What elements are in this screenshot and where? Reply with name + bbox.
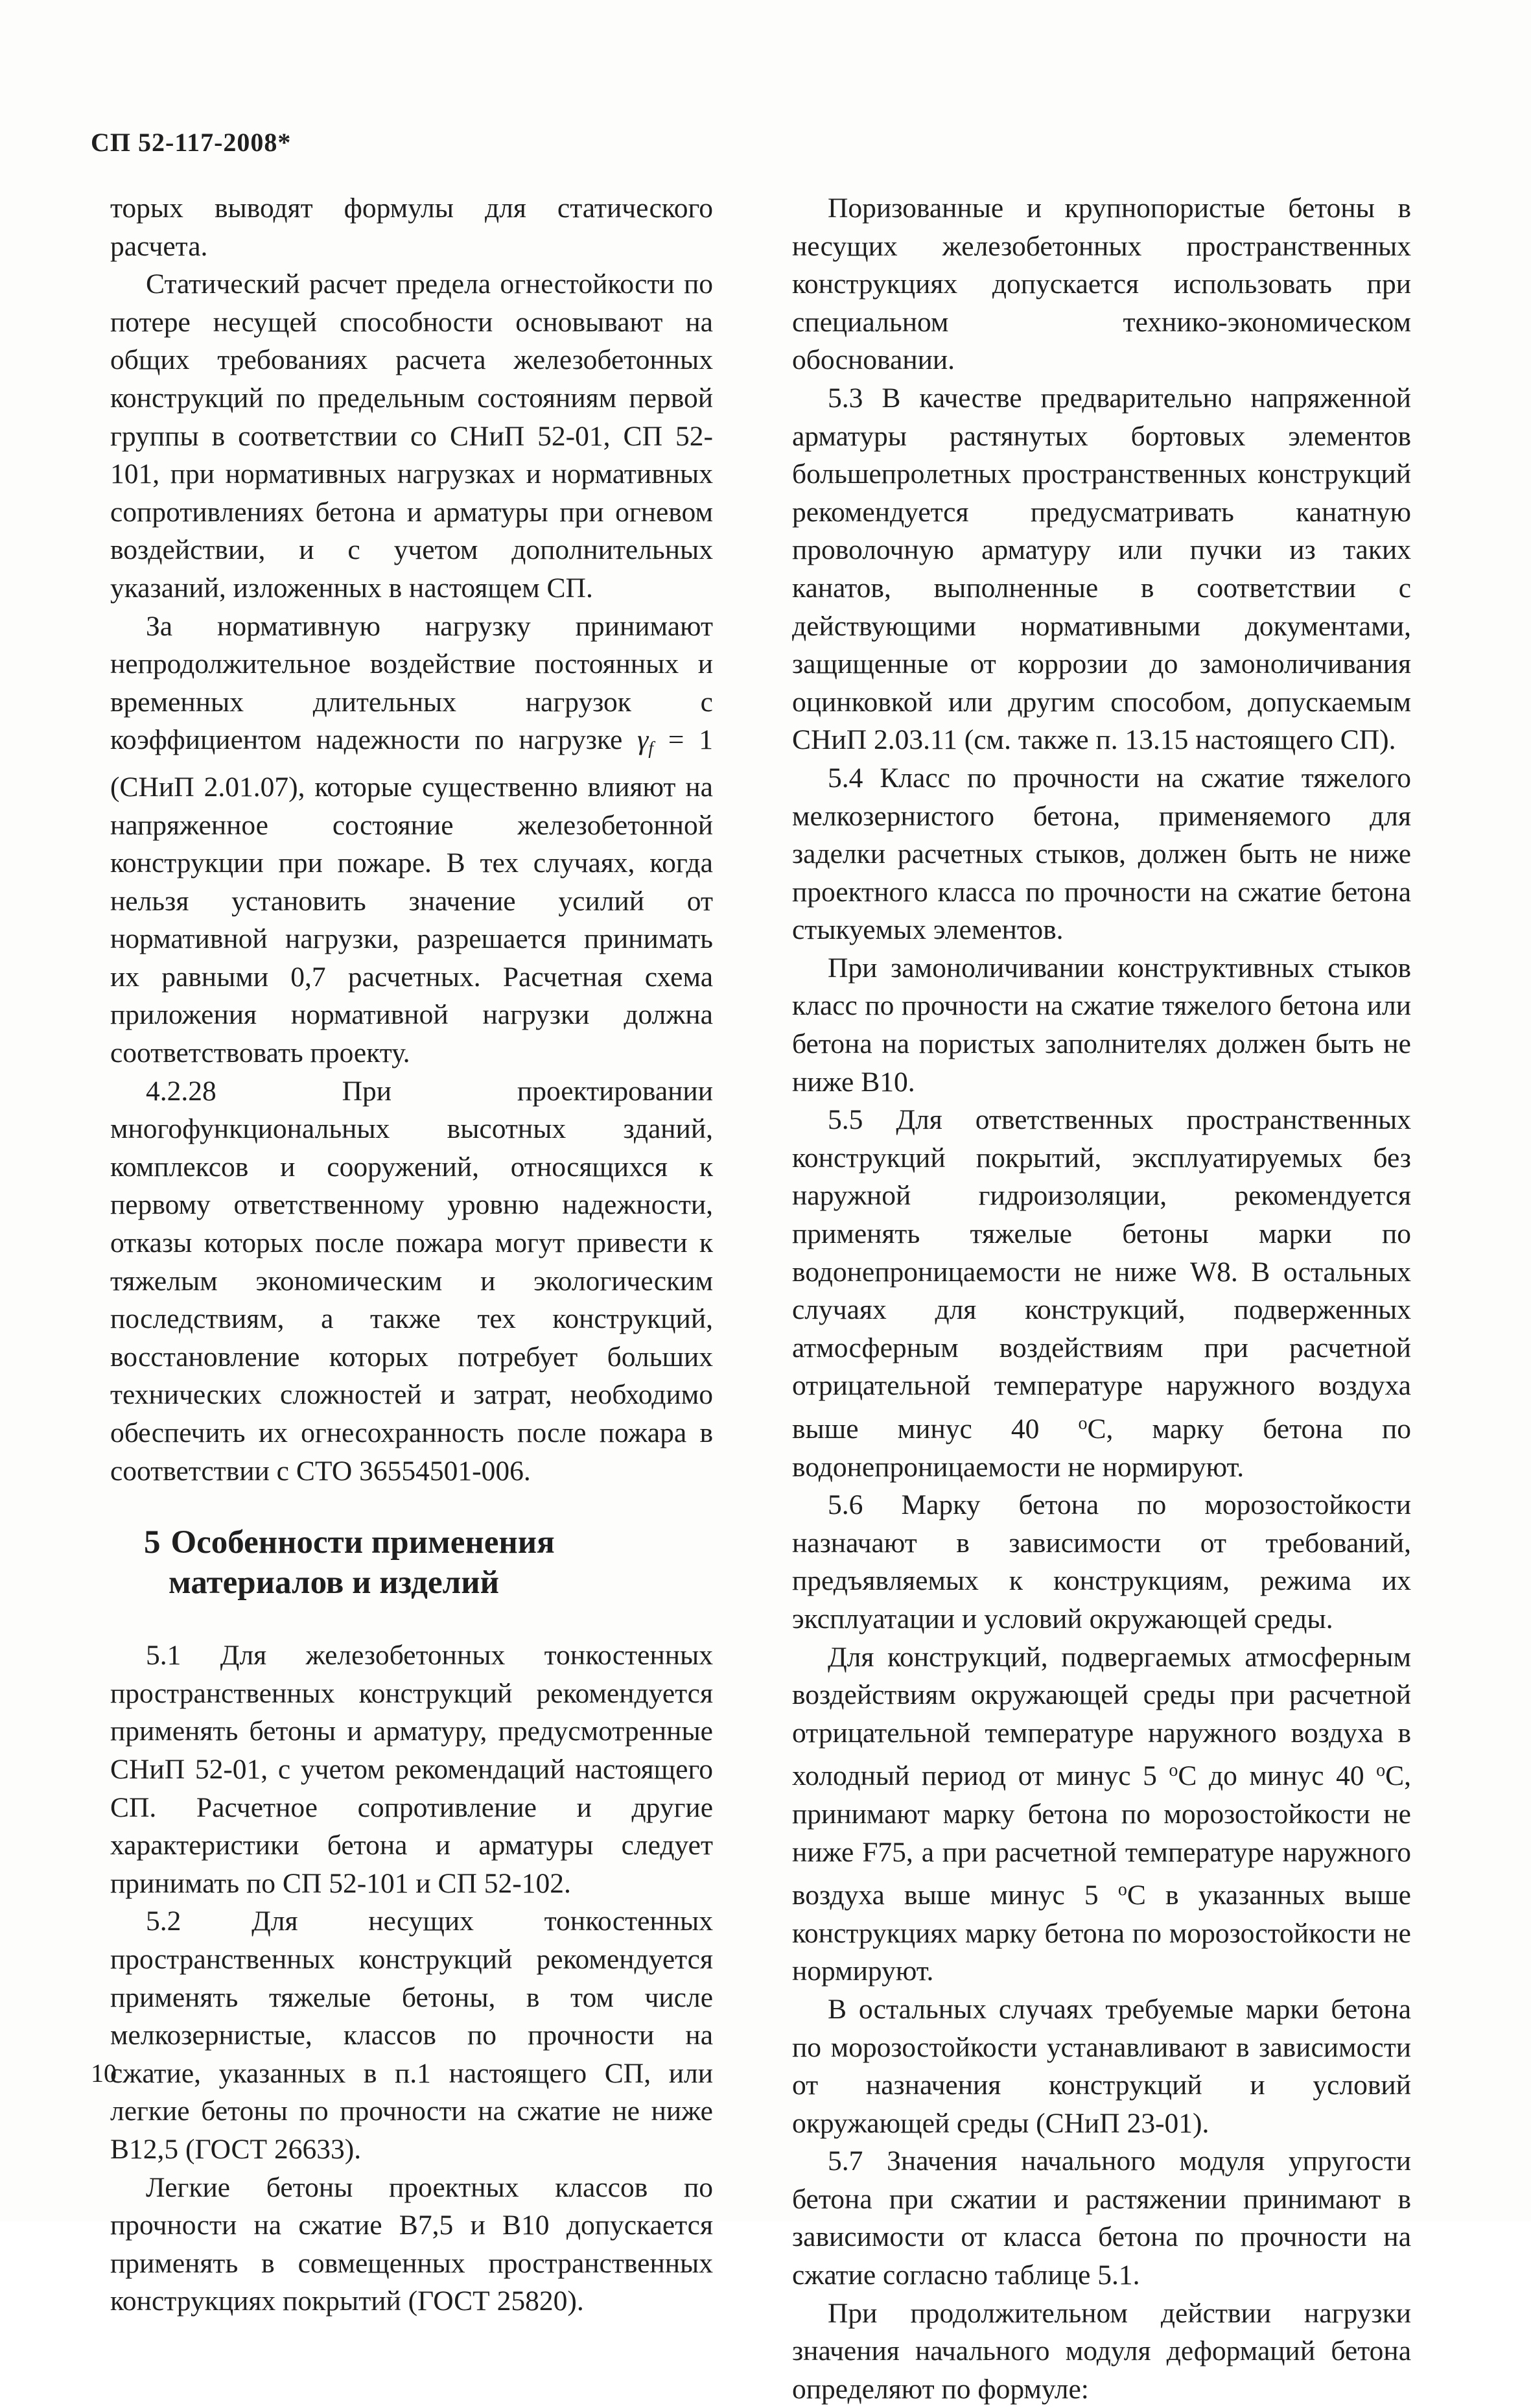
gamma-symbol: γ (637, 724, 649, 756)
text-run: За нормативную нагрузку принимают непродолжительное воздействие постоянных и временных длительных нагрузок с коэффициентом надежности по нагрузке (110, 610, 713, 756)
paragraph: 5.6 Марку бетона по морозостойкости назначают в зависимости от требований, предъявляемых к конструкциям, режима их эксплуатации и условий окружающей среды. (792, 1489, 1411, 1635)
paragraph: Легкие бетоны проектных классов по прочности на сжатие В7,5 и В10 допускается применять в совмещенных пространственных конструкциях покрытий (ГОСТ 25820). (110, 2171, 713, 2317)
text-run: С, принимают марку бетона по морозостойкости не ниже F75, а при расчетной температуре наружного воздуха выше минус 5 (792, 1760, 1412, 1911)
section-heading (144, 1522, 713, 1603)
text-run: = 1 (СНиП 2.01.07), которые существенно влияют на напряженное состояние железобетонной конструкции при пожаре. В тех случаях, когда нельзя установить значение усилий от нормативной нагрузки, разрешается принимать их равными 0,7 расчетных. Расчетная схема приложения нормативной нагрузки должна соответствовать проекту. (110, 724, 713, 1069)
degree-sign: о (1376, 1760, 1386, 1781)
degree-sign: о (1117, 1880, 1127, 1900)
degree-sign: о (1169, 1760, 1178, 1781)
paragraph: 5.4 Класс по прочности на сжатие тяжелого мелкозернистого бетона, применяемого для заделки расчетных стыков, должен быть не ниже проектного класса по прочности на сжатие бетона стыкуемых элементов. (792, 762, 1411, 946)
degree-sign: о (1078, 1413, 1088, 1434)
paragraph (110, 608, 713, 1072)
text-run: С до минус 40 (1178, 1760, 1377, 1792)
paragraph (792, 1101, 1411, 1486)
paragraph: В остальных случаях требуемые марки бетона по морозостойкости устанавливают в зависимости от назначения конструкций и условий окружающей среды (СНиП 23-01). (792, 1993, 1411, 2139)
document-header: СП 52-117-2008* (91, 128, 292, 157)
paragraph: Поризованные и крупнопористые бетоны в несущих железобетонных пространственных конструкциях допускается использовать при специальном технико-экономическом обосновании. (792, 193, 1411, 376)
text-run: С, марку бетона по водонепроницаемости не нормируют. (792, 1413, 1411, 1483)
paragraph: 5.1 Для железобетонных тонкостенных пространственных конструкций рекомендуется применять бетоны и арматуру, предусмотренные СНиП 52-01, с учетом рекомендаций настоящего СП. Расчетное сопротивление и другие характеристики бетона и арматуры следует принимать по СП 52-101 и СП 52-102. (110, 1640, 713, 1899)
page-number: 10 (91, 2059, 117, 2088)
left-column (110, 189, 713, 2320)
paragraph (792, 1638, 1411, 1990)
paragraph: При замоноличивании конструктивных стыков класс по прочности на сжатие тяжелого бетона или бетона на пористых заполнителях должен быть не ниже В10. (792, 952, 1411, 1098)
subscript: f (648, 738, 654, 759)
text-run: Для конструкций, подвергаемых атмосферным воздействиям окружающей среды при расчетной отрицательной температуре наружного воздуха в холодный период от минус 5 (792, 1641, 1411, 1792)
section-title-line1: Особенности применения (170, 1524, 555, 1561)
text-run: 5.5 Для ответственных пространственных конструкций покрытий, эксплуатируемых без наружной гидроизоляции, рекомендуется применять тяжелые бетоны марки по водонепроницаемости не ниже W8. В остальных случаях для конструкций, подверженных атмосферным воздействиям при расчетной отрицательной температуре наружного воздуха выше минус 40 (792, 1104, 1411, 1445)
paragraph: 4.2.28 При проектировании многофункциональных высотных зданий, комплексов и сооружений, относящихся к первому ответственному уровню надежности, отказы которых после пожара могут привести к тяжелым экономическим и экологическим последствиям, а также тех конструкций, восстановление которых потребует больших технических сложностей и затрат, необходимо обеспечить их огнесохранность после пожара в соответствии с СТО 36554501-006. (110, 1075, 713, 1487)
paragraph: торых выводят формулы для статического расчета. (110, 193, 713, 262)
paragraph: 5.2 Для несущих тонкостенных пространственных конструкций рекомендуется применять тяжелые бетоны, в том числе мелкозернистые, классов по прочности на сжатие, указанных в п.1 настоящего СП, или легкие бетоны по прочности на сжатие не ниже В12,5 (ГОСТ 26633). (110, 1906, 713, 2165)
paragraph: 5.7 Значения начального модуля упругости бетона при сжатии и растяжении принимают в зависимости от класса бетона по прочности на сжатие согласно таблице 5.1. (792, 2145, 1411, 2291)
section-number: 5 (144, 1524, 161, 1561)
paragraph: При продолжительном действии нагрузки значения начального модуля деформаций бетона определяют по формуле: (792, 2297, 1411, 2405)
paragraph: 5.3 В качестве предварительно напряженной арматуры растянутых бортовых элементов большепролетных пространственных конструкций рекомендуется предусматривать канатную проволочную арматуру или пучки из таких канатов, выполненные в соответствии с действующими нормативными документами, защищенные от коррозии до замоноличивания оцинковкой или другим способом, допускаемым СНиП 2.03.11 (см. также п. 13.15 настоящего СП). (792, 382, 1411, 756)
text-run: С в указанных выше конструкциях марку бетона по морозостойкости не нормируют. (792, 1880, 1411, 1987)
section-title-line2: материалов и изделий (169, 1564, 499, 1601)
right-column (792, 189, 1411, 2408)
paragraph: Статический расчет предела огнестойкости по потере несущей способности основывают на общих требованиях расчета железобетонных конструкций по предельным состояниям первой группы в соответствии со СНиП 52-01, СП 52-101, при нормативных нагрузках и нормативных сопротивлениях бетона и арматуры при огневом воздействии, и с учетом дополнительных указаний, изложенных в настоящем СП. (110, 268, 713, 604)
